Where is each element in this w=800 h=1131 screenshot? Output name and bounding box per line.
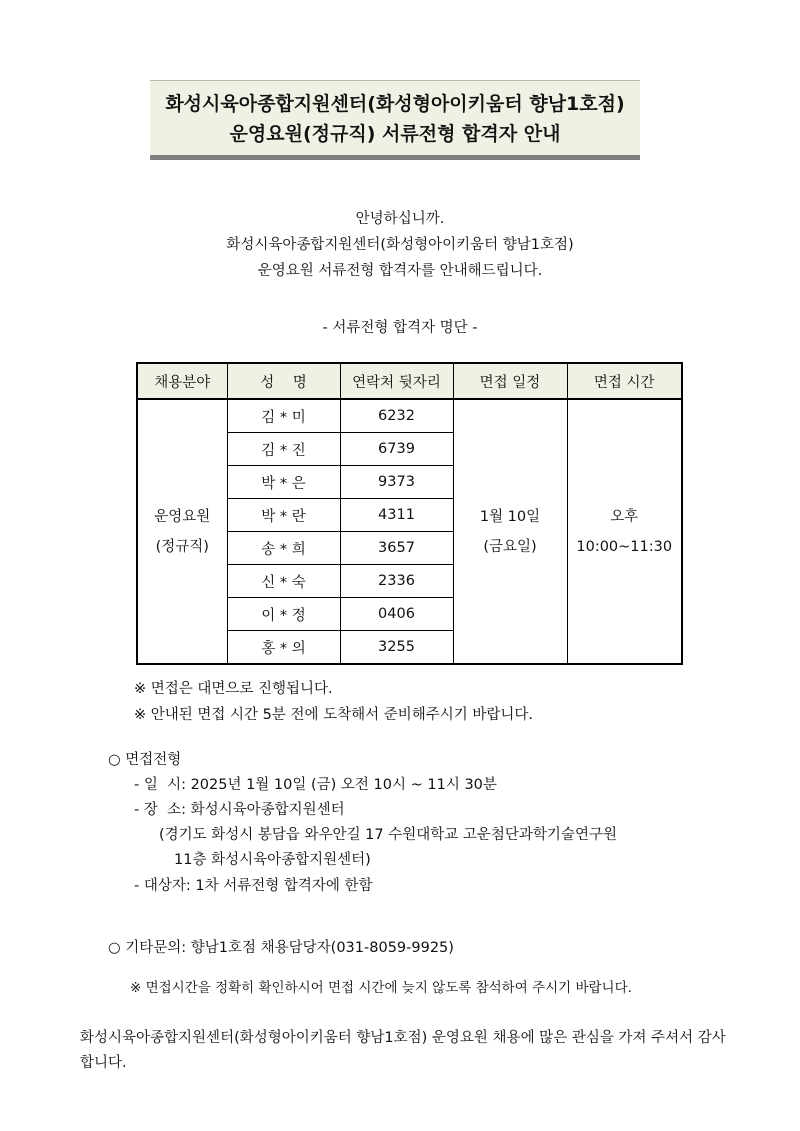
header-name: 성 명 — [227, 363, 340, 399]
name-cell: 이 * 정 — [227, 598, 340, 631]
date-line-2: (금요일) — [483, 538, 537, 555]
title-line-1: 화성시육아종합지원센터(화성형아이키움터 향남1호점) — [165, 93, 625, 115]
table-row — [137, 399, 682, 433]
phone-cell: 6232 — [340, 399, 453, 433]
header-time: 면접 시간 — [567, 363, 682, 399]
field-line-1: 운영요원 — [154, 508, 211, 525]
time-cell — [567, 399, 682, 664]
phone-cell: 3255 — [340, 631, 453, 665]
contact-note: ※ 면접시간을 정확히 확인하시어 면접 시간에 늦지 않도록 참석하여 주시기 바랍니다. — [130, 980, 632, 996]
note-face-to-face: ※ 면접은 대면으로 진행됩니다. — [134, 681, 333, 697]
interview-target: - 대상자: 1차 서류전형 합격자에 한함 — [134, 878, 373, 894]
applicant-table — [136, 362, 683, 665]
table-header-row — [137, 363, 682, 399]
header-phone: 연락처 뒷자리 — [340, 363, 453, 399]
time-line-2: 10:00~11:30 — [576, 538, 673, 555]
name-cell: 박 * 은 — [227, 466, 340, 499]
interview-heading: ○ 면접전형 — [108, 752, 182, 768]
greeting-line-2: 화성시육아종합지원센터(화성형아이키움터 향남1호점) — [226, 237, 574, 253]
name-cell: 김 * 진 — [227, 433, 340, 466]
name-cell: 홍 * 의 — [227, 631, 340, 665]
name-cell: 신 * 숙 — [227, 565, 340, 598]
interview-address-2: 11층 화성시육아종합지원센터) — [174, 852, 371, 868]
date-line-1: 1월 10일 — [479, 508, 541, 525]
phone-cell: 0406 — [340, 598, 453, 631]
phone-cell: 6739 — [340, 433, 453, 466]
title-line-2: 운영요원(정규직) 서류전형 합격자 안내 — [229, 123, 561, 145]
phone-cell: 4311 — [340, 499, 453, 532]
header-field: 채용분야 — [137, 363, 227, 399]
name-cell: 송 * 희 — [227, 532, 340, 565]
time-line-1: 오후 — [610, 508, 639, 525]
phone-cell: 2336 — [340, 565, 453, 598]
date-cell — [453, 399, 567, 664]
greeting-line-3: 운영요원 서류전형 합격자를 안내해드립니다. — [257, 263, 543, 279]
name-cell: 김 * 미 — [227, 399, 340, 433]
phone-cell: 9373 — [340, 466, 453, 499]
greeting-line-1: 안녕하십니까. — [355, 211, 445, 227]
interview-date: - 일 시: 2025년 1월 10일 (금) 오전 10시 ~ 11시 30분 — [134, 777, 497, 793]
list-title: - 서류전형 합격자 명단 - — [322, 320, 478, 336]
field-line-2: (정규직) — [155, 538, 209, 555]
interview-place: - 장 소: 화성시육아종합지원센터 — [134, 802, 345, 818]
field-cell — [137, 399, 227, 664]
note-arrive-early: ※ 안내된 면접 시간 5분 전에 도착해서 준비해주시기 바랍니다. — [134, 707, 534, 723]
title-box — [150, 80, 640, 160]
closing-message: 화성시육아종합지원센터(화성형아이키움터 향남1호점) 운영요원 채용에 많은 관심을 가져 주셔서 감사합니다. — [80, 1030, 726, 1071]
name-cell: 박 * 란 — [227, 499, 340, 532]
contact-info: ○ 기타문의: 향남1호점 채용담당자(031-8059-9925) — [108, 940, 454, 956]
header-date: 면접 일정 — [453, 363, 567, 399]
interview-address-1: (경기도 화성시 봉담읍 와우안길 17 수원대학교 고운첨단과학기술연구원 — [159, 827, 617, 843]
phone-cell: 3657 — [340, 532, 453, 565]
